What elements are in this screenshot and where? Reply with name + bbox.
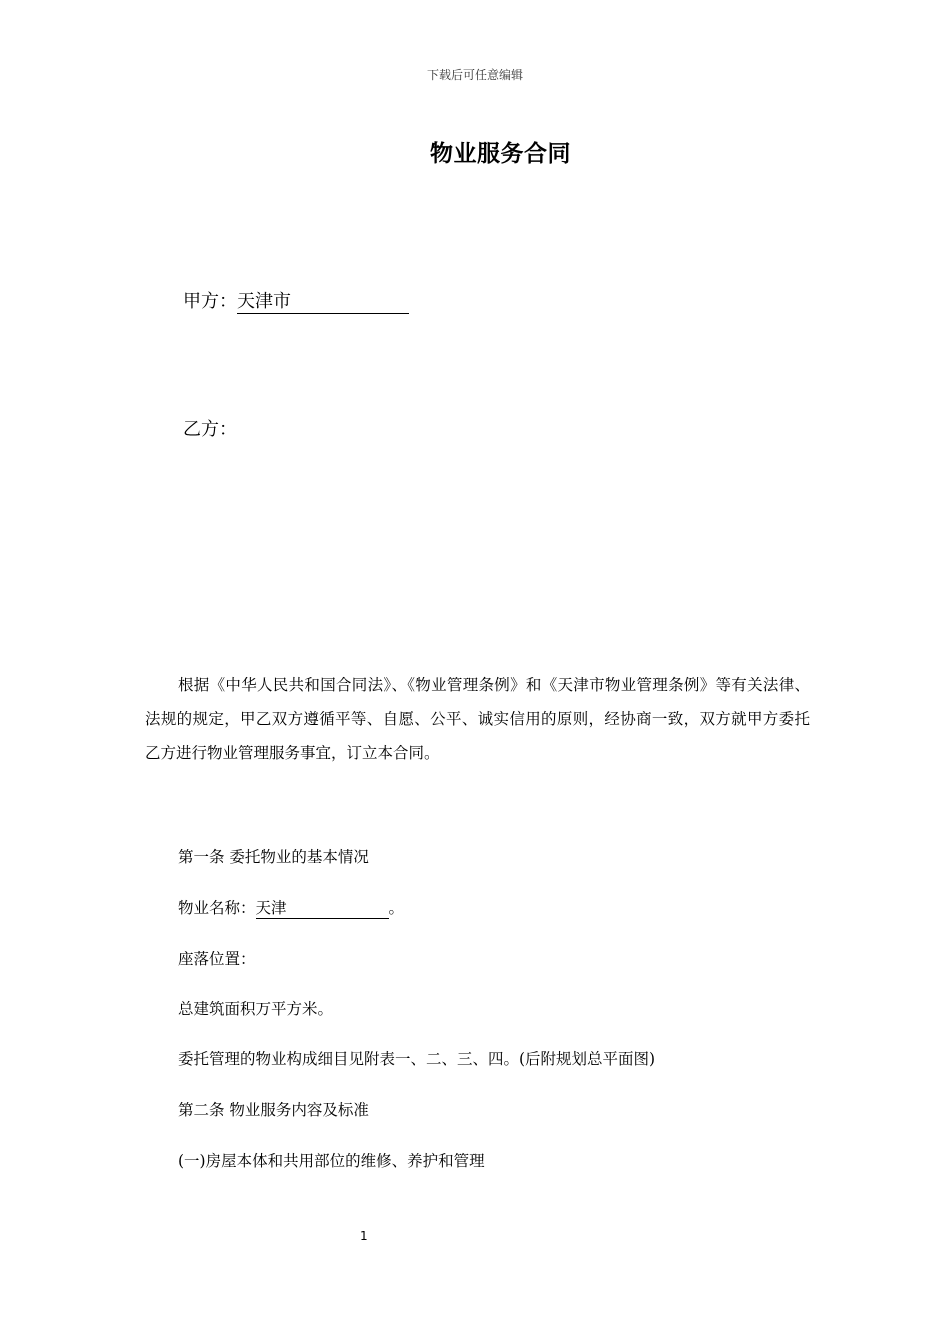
article-2-heading: 第二条 物业服务内容及标准 [178,1101,369,1119]
document-title: 物业服务合同 [430,141,571,167]
article-2-item-1: (一)房屋本体和共用部位的维修、养护和管理 [178,1152,485,1170]
property-name-line [178,896,404,919]
location-line: 座落位置： [178,950,256,968]
party-b-line [183,415,237,441]
composition-line: 委托管理的物业构成细目见附表一、二、三、四。(后附规划总平面图) [178,1050,656,1068]
intro-paragraph: 根据《中华人民共和国合同法》、《物业管理条例》和《天津市物业管理条例》等有关法律、法规的规定，甲乙双方遵循平等、自愿、公平、诚实信用的原则，经协商一致，双方就甲方委托乙方进行物业管理服务事宜，订立本合同。 [145,676,810,762]
party-b-label: 乙方： [183,419,237,440]
property-name-value: 天津 [256,900,389,919]
party-a-line [183,287,409,314]
party-a-label: 甲方： [183,291,237,312]
property-name-end: 。 [388,899,405,917]
party-a-value: 天津市 [237,292,409,314]
area-line: 总建筑面积万平方米。 [178,1000,334,1018]
property-name-label: 物业名称： [178,899,256,917]
article-1-heading: 第一条 委托物业的基本情况 [178,848,369,866]
page-number: 1 [360,1229,368,1243]
header-note: 下载后可任意编辑 [426,68,523,82]
